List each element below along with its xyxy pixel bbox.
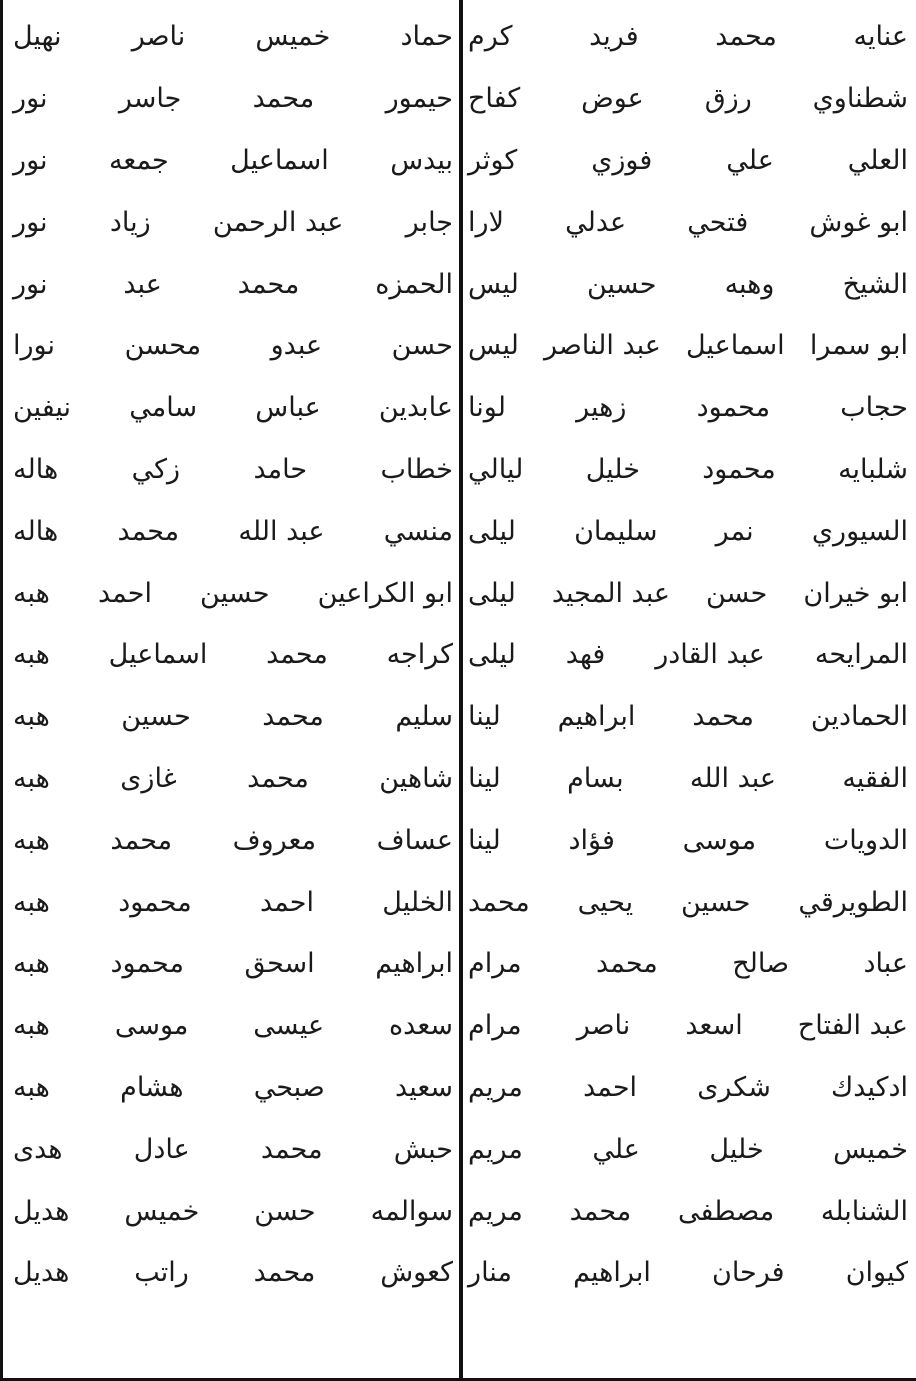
name-part: شطناوي — [812, 83, 908, 115]
name-part: هاله — [13, 515, 59, 547]
name-part: نهيل — [13, 21, 62, 53]
name-part: نور — [13, 83, 48, 115]
name-part: ليلى — [468, 515, 516, 547]
name-part: وهبه — [724, 268, 775, 300]
name-part: اسماعيل — [230, 144, 329, 176]
name-part: اسحق — [244, 948, 315, 980]
name-part: هبه — [13, 1071, 50, 1103]
name-row — [13, 315, 453, 377]
name-row — [13, 871, 453, 933]
name-part: اسماعيل — [108, 639, 208, 671]
name-part: عباد — [863, 948, 908, 980]
name-part: الحمادين — [810, 701, 908, 733]
name-part: هبه — [13, 886, 50, 918]
name-row — [13, 686, 453, 748]
name-part: شكرى — [697, 1071, 771, 1103]
name-part: هدى — [13, 1133, 63, 1165]
name-part: الشنابله — [820, 1195, 908, 1227]
name-part: نور — [13, 144, 48, 176]
name-part: الدويات — [823, 824, 908, 856]
name-part: اسماعيل — [686, 330, 785, 362]
name-part: خميس — [833, 1133, 908, 1165]
name-row — [468, 686, 908, 748]
name-row — [468, 500, 908, 562]
name-part: خطاب — [380, 453, 453, 485]
name-row — [468, 1242, 908, 1304]
name-part: خليل — [709, 1133, 764, 1165]
name-part: هبه — [13, 701, 50, 733]
name-part: محمد — [260, 1133, 323, 1165]
name-part: محمود — [696, 392, 771, 424]
name-part: سعده — [389, 1010, 453, 1042]
name-part: ليلى — [468, 639, 516, 671]
name-part: زكي — [131, 453, 181, 485]
name-row — [13, 1118, 453, 1180]
name-part: يحيى — [577, 886, 634, 918]
name-part: حماد — [400, 21, 453, 53]
name-part: مرام — [468, 1010, 522, 1042]
name-part: معروف — [232, 824, 317, 856]
name-part: عوض — [581, 83, 644, 115]
name-part: ابو الكراعين — [317, 577, 453, 609]
name-part: منار — [468, 1257, 512, 1289]
name-part: عبد الرحمن — [212, 206, 344, 238]
name-part: سليمان — [574, 515, 658, 547]
name-part: هبه — [13, 824, 50, 856]
name-row — [13, 562, 453, 624]
name-part: الشيخ — [842, 268, 908, 300]
name-part: محمد — [253, 1257, 316, 1289]
name-part: محمد — [692, 701, 755, 733]
name-part: لينا — [468, 824, 501, 856]
name-part: لونا — [468, 392, 506, 424]
name-part: مريم — [468, 1195, 523, 1227]
name-part: سعيد — [395, 1071, 453, 1103]
right-name-column — [468, 6, 908, 1304]
name-part: فتحي — [687, 206, 749, 238]
name-part: صالح — [732, 948, 790, 980]
name-row — [13, 809, 453, 871]
name-part: احمد — [260, 886, 314, 918]
name-part: فريد — [589, 21, 639, 53]
name-part: حسن — [254, 1195, 316, 1227]
name-part: حامد — [253, 453, 308, 485]
name-row — [13, 500, 453, 562]
name-part: العلي — [847, 144, 908, 176]
name-row — [468, 748, 908, 810]
name-part: هبه — [13, 639, 50, 671]
name-part: خميس — [255, 21, 331, 53]
name-row — [468, 871, 908, 933]
name-part: عنايه — [853, 21, 908, 53]
name-row — [468, 6, 908, 68]
column-divider — [459, 0, 463, 1381]
name-part: بيدس — [390, 144, 453, 176]
name-row — [468, 377, 908, 439]
name-part: محمد — [266, 639, 328, 671]
name-part: محمد — [262, 701, 324, 733]
name-row — [13, 1242, 453, 1304]
name-row — [13, 748, 453, 810]
name-part: احمد — [583, 1071, 638, 1103]
name-row — [13, 439, 453, 501]
name-part: ادكيدك — [831, 1071, 908, 1103]
name-part: ناصر — [576, 1010, 631, 1042]
name-part: سليم — [395, 701, 453, 733]
name-part: هبه — [13, 948, 50, 980]
name-row — [13, 995, 453, 1057]
name-part: حسين — [121, 701, 191, 733]
name-part: نيفين — [13, 392, 72, 424]
name-part: خليل — [585, 453, 640, 485]
name-row — [468, 315, 908, 377]
name-part: ابراهيم — [557, 701, 636, 733]
name-part: عباس — [255, 392, 321, 424]
name-part: خميس — [124, 1195, 200, 1227]
name-part: ناصر — [131, 21, 186, 53]
name-part: مرام — [468, 948, 522, 980]
name-part: فرحان — [712, 1257, 785, 1289]
name-part: فهد — [565, 639, 606, 671]
name-part: نورا — [13, 330, 56, 362]
name-part: سوالمه — [370, 1195, 453, 1227]
name-row — [13, 68, 453, 130]
name-part: عبد الله — [238, 515, 325, 547]
name-part: محمد — [468, 886, 530, 918]
name-part: مريم — [468, 1133, 523, 1165]
name-part: حسن — [391, 330, 453, 362]
name-part: محمد — [252, 83, 315, 115]
name-part: كوثر — [468, 144, 518, 176]
name-part: موسى — [114, 1010, 189, 1042]
name-part: محمود — [702, 453, 776, 485]
name-part: فؤاد — [568, 824, 615, 856]
name-part: محمد — [237, 268, 300, 300]
name-part: عبد الفتاح — [797, 1010, 908, 1042]
name-part: عبد الله — [689, 762, 777, 794]
name-part: عبد القادر — [655, 639, 765, 671]
name-part: حسين — [200, 577, 270, 609]
name-part: ابو غوش — [809, 206, 908, 238]
name-part: نور — [13, 206, 48, 238]
name-row — [13, 1180, 453, 1242]
name-part: حسين — [586, 268, 657, 300]
name-row — [468, 68, 908, 130]
name-part: راتب — [134, 1257, 189, 1289]
name-part: عادل — [133, 1133, 190, 1165]
name-part: مصطفى — [677, 1195, 775, 1227]
name-part: غازى — [120, 762, 177, 794]
name-row — [468, 191, 908, 253]
name-part: نور — [13, 268, 48, 300]
name-part: كراجه — [386, 639, 453, 671]
name-row — [468, 253, 908, 315]
name-part: احمد — [97, 577, 152, 609]
name-part: محمد — [117, 515, 180, 547]
name-part: ليس — [468, 268, 519, 300]
name-part: محسن — [124, 330, 202, 362]
name-part: هاله — [13, 453, 59, 485]
name-part: علي — [726, 144, 774, 176]
name-part: كفاح — [468, 83, 521, 115]
name-row — [468, 1057, 908, 1119]
name-part: ابراهيم — [375, 948, 453, 980]
name-row — [13, 191, 453, 253]
name-part: هبه — [13, 762, 50, 794]
name-row — [468, 1180, 908, 1242]
name-row — [13, 130, 453, 192]
name-part: هديل — [13, 1195, 70, 1227]
name-part: مريم — [468, 1071, 523, 1103]
name-part: صبحي — [253, 1071, 325, 1103]
name-row — [468, 439, 908, 501]
name-part: حجاب — [840, 392, 908, 424]
name-part: المرايحه — [814, 639, 908, 671]
name-part: كرم — [468, 21, 513, 53]
name-part: لارا — [468, 206, 504, 238]
name-part: سامي — [129, 392, 198, 424]
name-part: الخليل — [382, 886, 453, 918]
name-row — [13, 624, 453, 686]
name-part: عابدين — [378, 392, 453, 424]
name-part: شلبايه — [838, 453, 908, 485]
name-row — [468, 995, 908, 1057]
name-part: اسعد — [685, 1010, 743, 1042]
name-part: لينا — [468, 762, 501, 794]
name-part: عساف — [376, 824, 453, 856]
name-part: هبه — [13, 1010, 50, 1042]
name-part: حسن — [706, 577, 768, 609]
name-part: ابراهيم — [573, 1257, 651, 1289]
name-part: ليس — [468, 330, 519, 362]
name-part: فوزي — [591, 144, 653, 176]
name-part: جابر — [405, 206, 453, 238]
name-part: هبه — [13, 577, 50, 609]
name-part: حسين — [681, 886, 751, 918]
name-part: كعوش — [380, 1257, 453, 1289]
name-part: الحمزه — [375, 268, 453, 300]
name-part: بسام — [567, 762, 624, 794]
name-part: عبد المجيد — [551, 577, 670, 609]
name-part: علي — [592, 1133, 640, 1165]
name-part: ليلى — [468, 577, 516, 609]
name-part: عيسى — [253, 1010, 325, 1042]
name-row — [468, 130, 908, 192]
name-row — [468, 933, 908, 995]
name-part: عبدو — [270, 330, 323, 362]
name-part: نمر — [715, 515, 754, 547]
name-row — [13, 933, 453, 995]
name-part: ليالي — [468, 453, 524, 485]
name-part: عدلي — [565, 206, 627, 238]
name-row — [468, 562, 908, 624]
name-part: عبد — [123, 268, 162, 300]
name-part: جمعه — [108, 144, 169, 176]
name-row — [468, 624, 908, 686]
name-part: هشام — [120, 1071, 184, 1103]
name-part: لينا — [468, 701, 501, 733]
name-part: منسي — [383, 515, 453, 547]
name-row — [13, 253, 453, 315]
name-part: هديل — [13, 1257, 70, 1289]
name-part: ابو خيران — [803, 577, 908, 609]
name-part: زياد — [109, 206, 151, 238]
name-part: كيوان — [845, 1257, 908, 1289]
name-part: حبش — [393, 1133, 453, 1165]
name-row — [13, 1057, 453, 1119]
name-part: حيمور — [385, 83, 453, 115]
name-part: الطويرقي — [798, 886, 908, 918]
name-part: محمود — [110, 948, 184, 980]
name-part: جاسر — [118, 83, 182, 115]
name-part: الفقيه — [842, 762, 908, 794]
name-part: رزق — [704, 83, 752, 115]
name-row — [468, 1118, 908, 1180]
name-part: محمد — [247, 762, 309, 794]
name-part: موسى — [682, 824, 757, 856]
name-row — [13, 6, 453, 68]
left-name-column — [13, 6, 453, 1304]
name-part: ابو سمرا — [809, 330, 908, 362]
name-row — [468, 809, 908, 871]
name-part: زهير — [576, 392, 627, 424]
name-row — [13, 377, 453, 439]
name-part: شاهين — [379, 762, 453, 794]
name-part: محمد — [715, 21, 777, 53]
name-part: محمد — [110, 824, 173, 856]
name-part: عبد الناصر — [543, 330, 661, 362]
name-part: محمد — [596, 948, 658, 980]
name-part: السيوري — [811, 515, 908, 547]
name-part: محمد — [569, 1195, 632, 1227]
name-part: محمود — [118, 886, 192, 918]
